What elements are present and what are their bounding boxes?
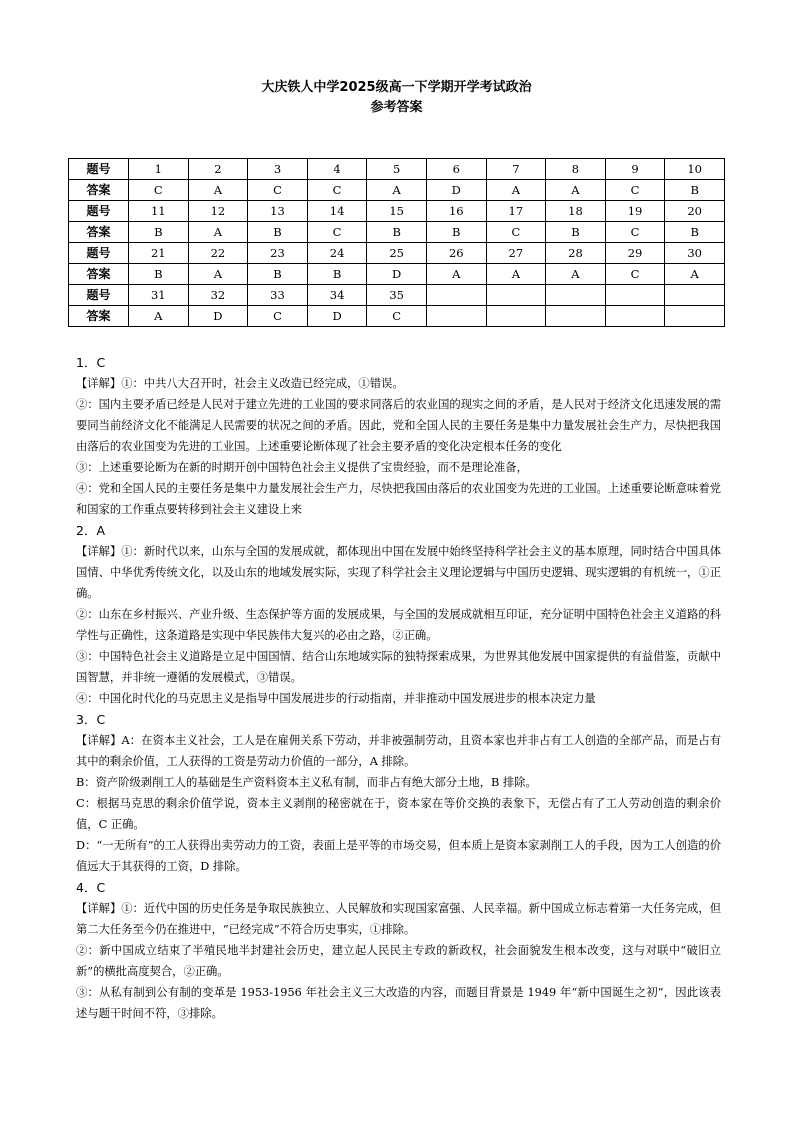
question-number-cell: 19	[605, 201, 665, 222]
answer-cell: A	[426, 264, 486, 285]
answer-cell: A	[188, 264, 248, 285]
question-heading: 4．C	[76, 880, 106, 895]
answer-row	[69, 222, 725, 243]
question-explanation	[76, 709, 721, 877]
question-number-row	[69, 285, 725, 306]
page-title: 大庆铁人中学2025级高一下学期开学考试政治	[261, 80, 532, 95]
question-number-cell: 22	[188, 243, 248, 264]
question-number-cell: 18	[546, 201, 606, 222]
explanation-paragraph: 【详解】①：近代中国的历史任务是争取民族独立、人民解放和实现国家富强、人民幸福。新中国成立标志着第一大任务完成，但第二大任务至今仍在推进中，“已经完成”不符合历史事实，①排除。	[76, 902, 721, 936]
answer-row	[69, 264, 725, 285]
answer-row	[69, 306, 725, 327]
answer-cell: A	[486, 180, 546, 201]
answer-cell	[486, 306, 546, 327]
question-number-cell: 11	[129, 201, 189, 222]
question-number-cell	[605, 285, 665, 306]
question-number-cell: 4	[307, 159, 367, 180]
question-number-cell: 26	[426, 243, 486, 264]
question-heading: 3．C	[76, 712, 106, 727]
explanation-paragraph: ②：国内主要矛盾已经是人民对于建立先进的工业国的要求同落后的农业国的现实之间的矛盾，是人民对于经济文化迅速发展的需要同当前经济文化不能满足人民需要的状况之间的矛盾。因此，党和全国人民的主要任务是集中力量发展社会生产力，尽快把我国由落后的农业国变为先进的工业国。上述重要论断体现了社会主要矛盾的变化决定根本任务的变化	[76, 398, 721, 453]
answer-cell: B	[307, 264, 367, 285]
answer-cell: B	[248, 264, 308, 285]
answer-cell: A	[665, 264, 725, 285]
answer-cell: A	[367, 180, 427, 201]
question-number-row	[69, 243, 725, 264]
answer-row	[69, 180, 725, 201]
question-number-cell: 27	[486, 243, 546, 264]
answer-cell: B	[367, 222, 427, 243]
answer-cell: C	[605, 180, 665, 201]
explanation-paragraph: ③：从私有制到公有制的变革是 1953-1956 年社会主义三大改造的内容，而题目背景是 1949 年“新中国诞生之初”，因此该表述与题干时间不符，③排除。	[76, 986, 721, 1020]
question-number-cell: 16	[426, 201, 486, 222]
question-number-cell: 3	[248, 159, 308, 180]
question-explanation	[76, 520, 721, 709]
question-number-cell: 28	[546, 243, 606, 264]
explanation-paragraph: ④：党和全国人民的主要任务是集中力量发展社会生产力，尽快把我国由落后的农业国变为先进的工业国。上述重要论断意味着党和国家的工作重点要转移到社会主义建设上来	[76, 482, 721, 516]
question-number-cell: 6	[426, 159, 486, 180]
explanation-paragraph: 【详解】A：在资本主义社会，工人是在雇佣关系下劳动，并非被强制劳动，且资本家也并非占有工人创造的全部产品，而是占有其中的剩余价值，工人获得的工资是劳动力价值的一部分，A 排除。	[76, 734, 721, 768]
answer-cell: C	[367, 306, 427, 327]
question-number-header: 题号	[69, 243, 129, 264]
answer-cell: B	[665, 180, 725, 201]
explanation-paragraph: ③：上述重要论断为在新的时期开创中国特色社会主义提供了宝贵经验，而不是理论准备，	[76, 461, 528, 474]
answer-cell	[665, 306, 725, 327]
answer-header: 答案	[69, 306, 129, 327]
answer-cell: C	[248, 180, 308, 201]
question-number-cell: 31	[129, 285, 189, 306]
question-number-cell	[426, 285, 486, 306]
explanation-paragraph: 【详解】①：中共八大召开时，社会主义改造已经完成，①错误。	[76, 377, 404, 390]
answer-cell: B	[248, 222, 308, 243]
question-number-header: 题号	[69, 159, 129, 180]
answer-cell: A	[546, 264, 606, 285]
answer-cell	[546, 306, 606, 327]
answer-cell: C	[307, 180, 367, 201]
question-number-cell: 12	[188, 201, 248, 222]
answer-cell: D	[307, 306, 367, 327]
explanation-paragraph: ②：新中国成立结束了半殖民地半封建社会历史，建立起人民民主专政的新政权，社会面貌发生根本改变，这与对联中“破旧立新”的横批高度契合，②正确。	[76, 944, 721, 978]
question-explanation	[76, 877, 721, 1024]
question-number-cell: 10	[665, 159, 725, 180]
answer-cell: B	[546, 222, 606, 243]
question-heading: 1．C	[76, 355, 106, 370]
question-number-cell: 17	[486, 201, 546, 222]
question-number-header: 题号	[69, 201, 129, 222]
question-number-cell: 9	[605, 159, 665, 180]
question-number-cell: 29	[605, 243, 665, 264]
answer-explanations	[76, 352, 721, 1024]
question-number-cell	[486, 285, 546, 306]
explanation-paragraph: C：根据马克思的剩余价值学说，资本主义剥削的秘密就在于，资本家在等价交换的表象下，无偿占有了工人劳动创造的剩余价值，C 正确。	[76, 797, 721, 831]
question-number-cell: 2	[188, 159, 248, 180]
answer-cell: C	[605, 264, 665, 285]
question-number-cell	[665, 285, 725, 306]
answer-cell: B	[426, 222, 486, 243]
answer-table	[68, 158, 725, 327]
answer-header: 答案	[69, 264, 129, 285]
answer-cell: A	[486, 264, 546, 285]
answer-cell: C	[248, 306, 308, 327]
question-number-cell: 21	[129, 243, 189, 264]
answer-cell: D	[426, 180, 486, 201]
question-number-cell: 8	[546, 159, 606, 180]
question-number-cell: 13	[248, 201, 308, 222]
answer-cell: B	[665, 222, 725, 243]
question-number-cell: 33	[248, 285, 308, 306]
question-number-cell: 34	[307, 285, 367, 306]
answer-cell: C	[307, 222, 367, 243]
answer-cell: A	[188, 180, 248, 201]
question-number-cell: 15	[367, 201, 427, 222]
question-number-row	[69, 159, 725, 180]
answer-cell: B	[129, 264, 189, 285]
question-number-cell: 20	[665, 201, 725, 222]
question-number-header: 题号	[69, 285, 129, 306]
answer-cell: B	[129, 222, 189, 243]
question-number-cell: 32	[188, 285, 248, 306]
explanation-paragraph: 【详解】①：新时代以来，山东与全国的发展成就，都体现出中国在发展中始终坚持科学社会主义的基本原理，同时结合中国具体国情、中华优秀传统文化，以及山东的地域发展实际，实现了科学社会主义理论逻辑与中国历史逻辑、现实逻辑的有机统一，①正确。	[76, 545, 721, 600]
question-heading: 2．A	[76, 523, 106, 538]
answer-cell: C	[486, 222, 546, 243]
answer-header: 答案	[69, 222, 129, 243]
answer-cell: A	[188, 222, 248, 243]
answer-cell: D	[367, 264, 427, 285]
question-number-cell	[546, 285, 606, 306]
explanation-paragraph: ②：山东在乡村振兴、产业升级、生态保护等方面的发展成果，与全国的发展成就相互印证，充分证明中国特色社会主义道路的科学性与正确性，这条道路是实现中华民族伟大复兴的必由之路，②正确。	[76, 608, 721, 642]
question-number-cell: 5	[367, 159, 427, 180]
answer-cell: C	[605, 222, 665, 243]
answer-cell	[426, 306, 486, 327]
answer-cell: A	[129, 306, 189, 327]
answer-cell: A	[546, 180, 606, 201]
question-number-row	[69, 201, 725, 222]
question-number-cell: 24	[307, 243, 367, 264]
question-number-cell: 30	[665, 243, 725, 264]
answer-cell: D	[188, 306, 248, 327]
question-number-cell: 35	[367, 285, 427, 306]
explanation-paragraph: B：资产阶级剥削工人的基础是生产资料资本主义私有制，而非占有绝大部分土地，B 排除。	[76, 776, 537, 789]
question-number-cell: 7	[486, 159, 546, 180]
question-number-cell: 23	[248, 243, 308, 264]
explanation-paragraph: ③：中国特色社会主义道路是立足中国国情、结合山东地域实际的独特探索成果，为世界其他发展中国家提供的有益借鉴，贡献中国智慧，并非统一遵循的发展模式，③错误。	[76, 650, 721, 684]
page-subtitle: 参考答案	[370, 100, 423, 115]
question-number-cell: 1	[129, 159, 189, 180]
question-number-cell: 25	[367, 243, 427, 264]
explanation-paragraph: ④：中国化时代化的马克思主义是指导中国发展进步的行动指南，并非推动中国发展进步的根本决定力量	[76, 692, 596, 705]
answer-cell	[605, 306, 665, 327]
explanation-paragraph: D：“一无所有”的工人获得出卖劳动力的工资，表面上是平等的市场交易，但本质上是资本家剥削工人的手段，因为工人创造的价值远大于其获得的工资，D 排除。	[76, 839, 721, 873]
answer-cell: C	[129, 180, 189, 201]
answer-header: 答案	[69, 180, 129, 201]
question-explanation	[76, 352, 721, 520]
question-number-cell: 14	[307, 201, 367, 222]
